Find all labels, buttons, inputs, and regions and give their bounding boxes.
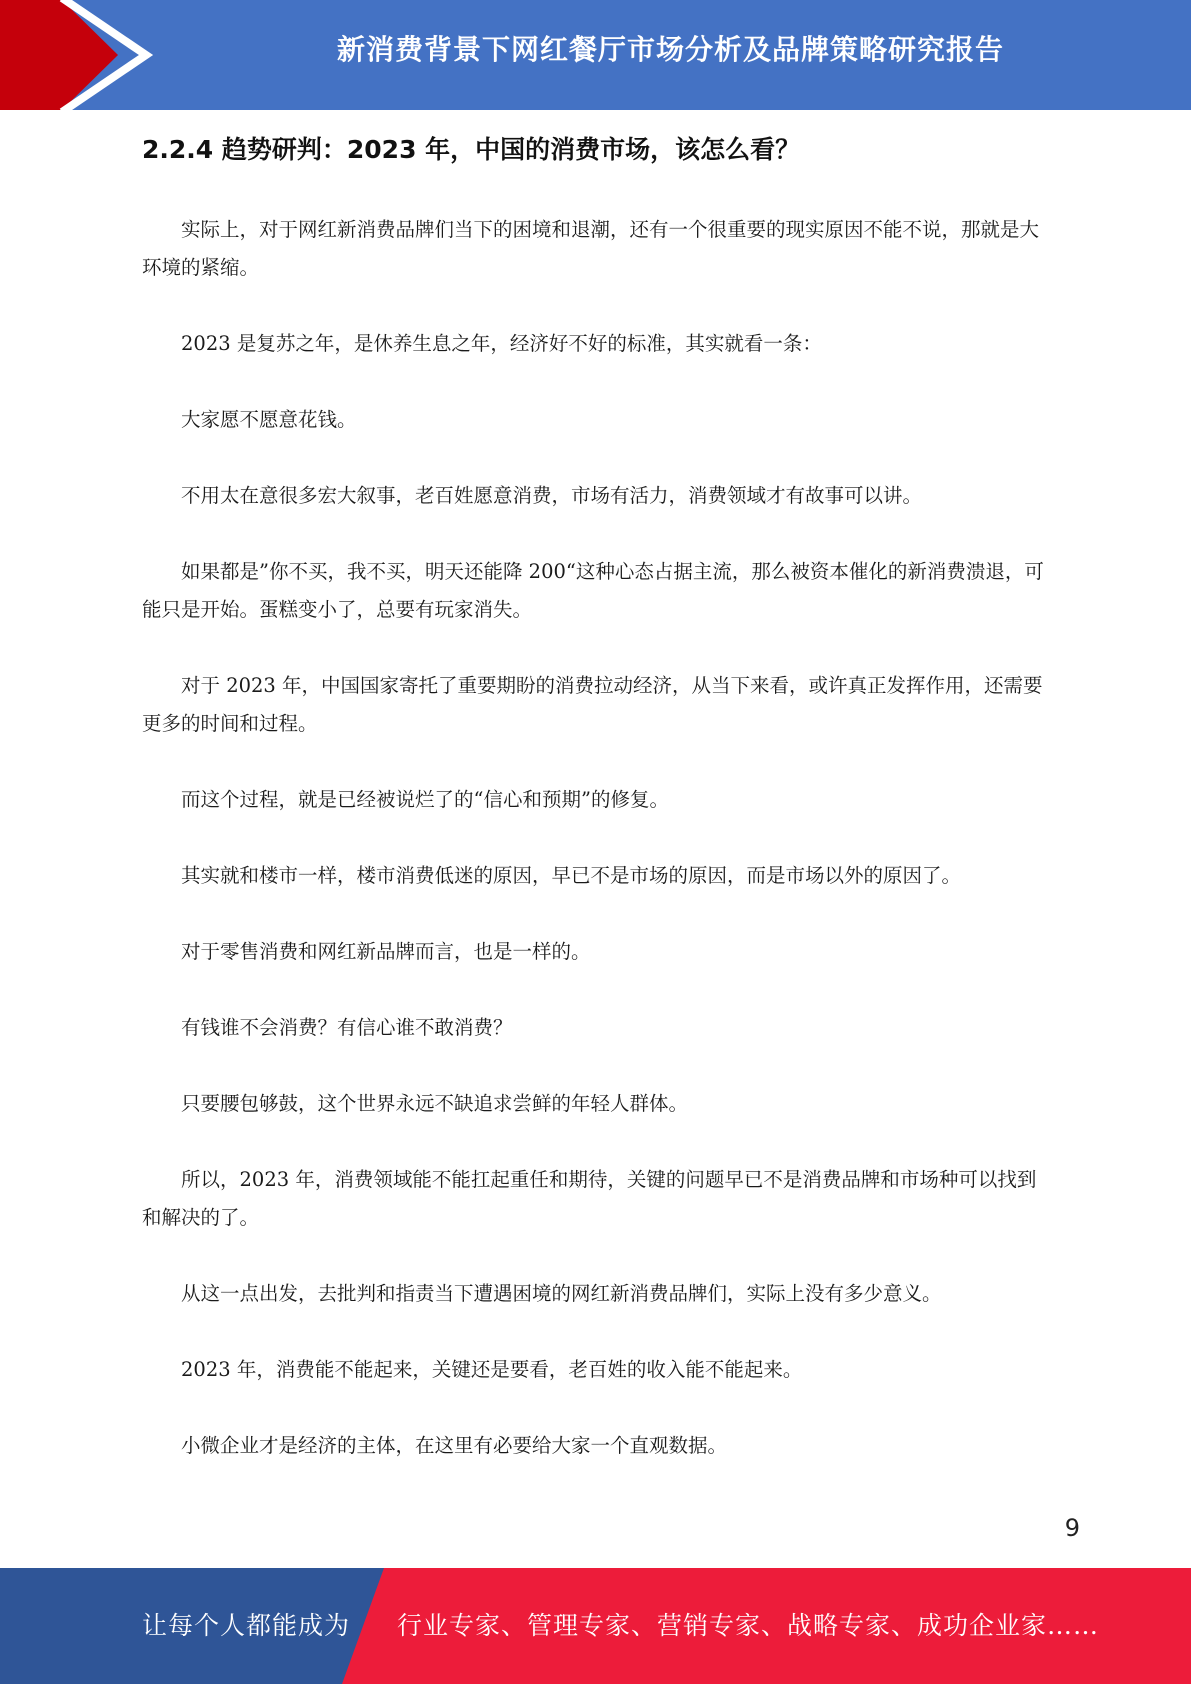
chevron-arrow-icon: [0, 0, 160, 110]
paragraph: 大家愿不愿意花钱。: [181, 408, 357, 431]
paragraph: 2023 年，消费能不能起来，关键还是要看，老百姓的收入能不能起来。: [181, 1358, 803, 1381]
page-number: 9: [1064, 1514, 1080, 1542]
paragraph: 实际上，对于网红新消费品牌们当下的困境和退潮，还有一个很重要的现实原因不能不说，那就是大环境的紧缩。: [142, 218, 1040, 279]
paragraph: 有钱谁不会消费？有信心谁不敢消费？: [181, 1016, 513, 1039]
paragraph: 从这一点出发，去批判和指责当下遭遇困境的网红新消费品牌们，实际上没有多少意义。: [181, 1282, 942, 1305]
header-banner: [0, 0, 1191, 110]
footer-slogan-left: 让每个人都能成为: [142, 1611, 351, 1640]
paragraph: 而这个过程，就是已经被说烂了的“信心和预期”的修复。: [181, 788, 669, 811]
report-title: 新消费背景下网红餐厅市场分析及品牌策略研究报告: [336, 33, 1004, 66]
paragraph: 对于零售消费和网红新品牌而言，也是一样的。: [181, 940, 591, 963]
paragraph: 对于 2023 年，中国国家寄托了重要期盼的消费拉动经济，从当下来看，或许真正发挥作用，还需要更多的时间和过程。: [142, 674, 1043, 735]
paragraph: 2023 是复苏之年，是休养生息之年，经济好不好的标准，其实就看一条：: [181, 332, 822, 355]
paragraph: 如果都是”你不买，我不买，明天还能降 200“这种心态占据主流，那么被资本催化的新消费溃退，可能只是开始。蛋糕变小了，总要有玩家消失。: [142, 560, 1044, 621]
paragraph: 小微企业才是经济的主体，在这里有必要给大家一个直观数据。: [181, 1434, 728, 1457]
footer-slogan-right: 行业专家、管理专家、营销专家、战略专家、成功企业家……: [397, 1611, 1100, 1640]
paragraph: 其实就和楼市一样，楼市消费低迷的原因，早已不是市场的原因，而是市场以外的原因了。: [181, 864, 962, 887]
paragraph: 只要腰包够鼓，这个世界永远不缺追求尝鲜的年轻人群体。: [181, 1092, 689, 1115]
paragraph: 所以，2023 年，消费领域能不能扛起重任和期待，关键的问题早已不是消费品牌和市场种可以找到和解决的了。: [142, 1168, 1037, 1229]
paragraph: 不用太在意很多宏大叙事，老百姓愿意消费，市场有活力，消费领域才有故事可以讲。: [181, 484, 923, 507]
body-content: [142, 211, 1052, 1503]
footer-banner: [0, 1568, 1191, 1684]
section-heading: 2.2.4 趋势研判：2023 年，中国的消费市场，该怎么看？: [142, 135, 801, 164]
